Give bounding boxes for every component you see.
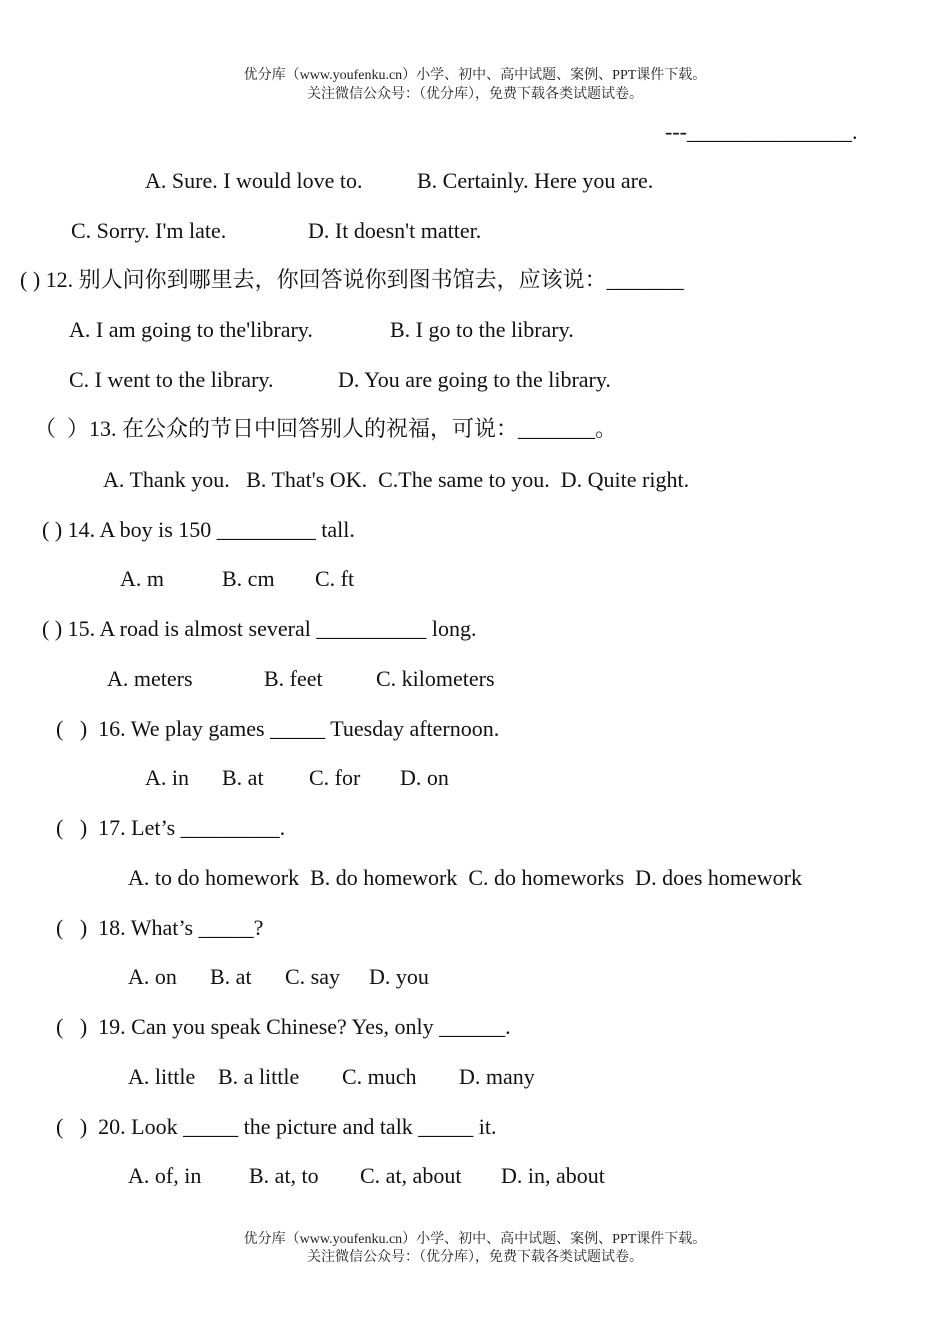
q19-option-b: B. a little: [218, 1064, 300, 1089]
q16-stem: ( ) 16. We play games _____ Tuesday afternoon.: [56, 716, 500, 741]
q15-option-c: C. kilometers: [376, 666, 495, 691]
q12-option-c: C. I went to the library.: [69, 367, 274, 392]
q14-option-a: A. m: [120, 566, 164, 591]
q18-option-c: C. say: [285, 964, 340, 989]
q11-option-d: D. It doesn't matter.: [308, 218, 482, 243]
q12-option-d: D. You are going to the library.: [338, 367, 611, 392]
q20-option-b: B. at, to: [249, 1163, 319, 1188]
q19-option-d: D. many: [459, 1064, 535, 1089]
q18-option-d: D. you: [369, 964, 429, 989]
q15-option-a: A. meters: [107, 666, 193, 691]
q14-option-c: C. ft: [315, 566, 355, 591]
q12-option-b: B. I go to the library.: [390, 317, 574, 342]
q16-option-b: B. at: [222, 765, 264, 790]
q19-stem: ( ) 19. Can you speak Chinese? Yes, only ______.: [56, 1014, 511, 1039]
q19-option-c: C. much: [342, 1064, 417, 1089]
q15-stem: ( ) 15. A road is almost several __________ long.: [42, 616, 477, 641]
q20-option-d: D. in, about: [501, 1163, 605, 1188]
page-footer-line1: 优分库（www.youfenku.cn）小学、初中、高中试题、案例、PPT课件下载。: [243, 1232, 707, 1247]
q14-option-b: B. cm: [222, 566, 275, 591]
q12-option-a: A. I am going to the'library.: [69, 317, 313, 342]
q18-option-a: A. on: [128, 964, 177, 989]
q16-option-c: C. for: [309, 765, 361, 790]
page-header-line1: 优分库（www.youfenku.cn）小学、初中、高中试题、案例、PPT课件下载。: [243, 68, 707, 83]
q16-option-a: A. in: [145, 765, 189, 790]
q11-option-a: A. Sure. I would love to.: [145, 168, 363, 193]
q11-option-b: B. Certainly. Here you are.: [417, 168, 654, 193]
q15-option-b: B. feet: [264, 666, 323, 691]
q14-stem: ( ) 14. A boy is 150 _________ tall.: [42, 517, 355, 542]
answer-blank-line: ---_______________.: [665, 119, 858, 144]
q17-stem: ( ) 17. Let’s _________.: [56, 815, 286, 840]
q20-option-a: A. of, in: [128, 1163, 202, 1188]
q18-stem: ( ) 18. What’s _____?: [56, 915, 264, 940]
q16-option-d: D. on: [400, 765, 449, 790]
q13-stem: （ ）13. 在公众的节日中回答别人的祝福，可说：_______。: [34, 416, 618, 441]
page-header-line2: 关注微信公众号：（优分库），免费下载各类试题试卷。: [307, 87, 643, 102]
q19-option-a: A. little: [128, 1064, 196, 1089]
q17-options: A. to do homework B. do homework C. do homeworks D. does homework: [128, 865, 802, 890]
page-footer-line2: 关注微信公众号：（优分库），免费下载各类试题试卷。: [307, 1250, 643, 1265]
q11-option-c: C. Sorry. I'm late.: [71, 218, 227, 243]
q18-option-b: B. at: [210, 964, 252, 989]
q20-stem: ( ) 20. Look _____ the picture and talk _____ it.: [56, 1114, 497, 1139]
q12-stem: ( ) 12. 别人问你到哪里去，你回答说你到图书馆去，应该说：_______: [20, 267, 684, 292]
q13-options: A. Thank you. B. That's OK. C.The same to you. D. Quite right.: [103, 467, 690, 492]
q20-option-c: C. at, about: [360, 1163, 462, 1188]
